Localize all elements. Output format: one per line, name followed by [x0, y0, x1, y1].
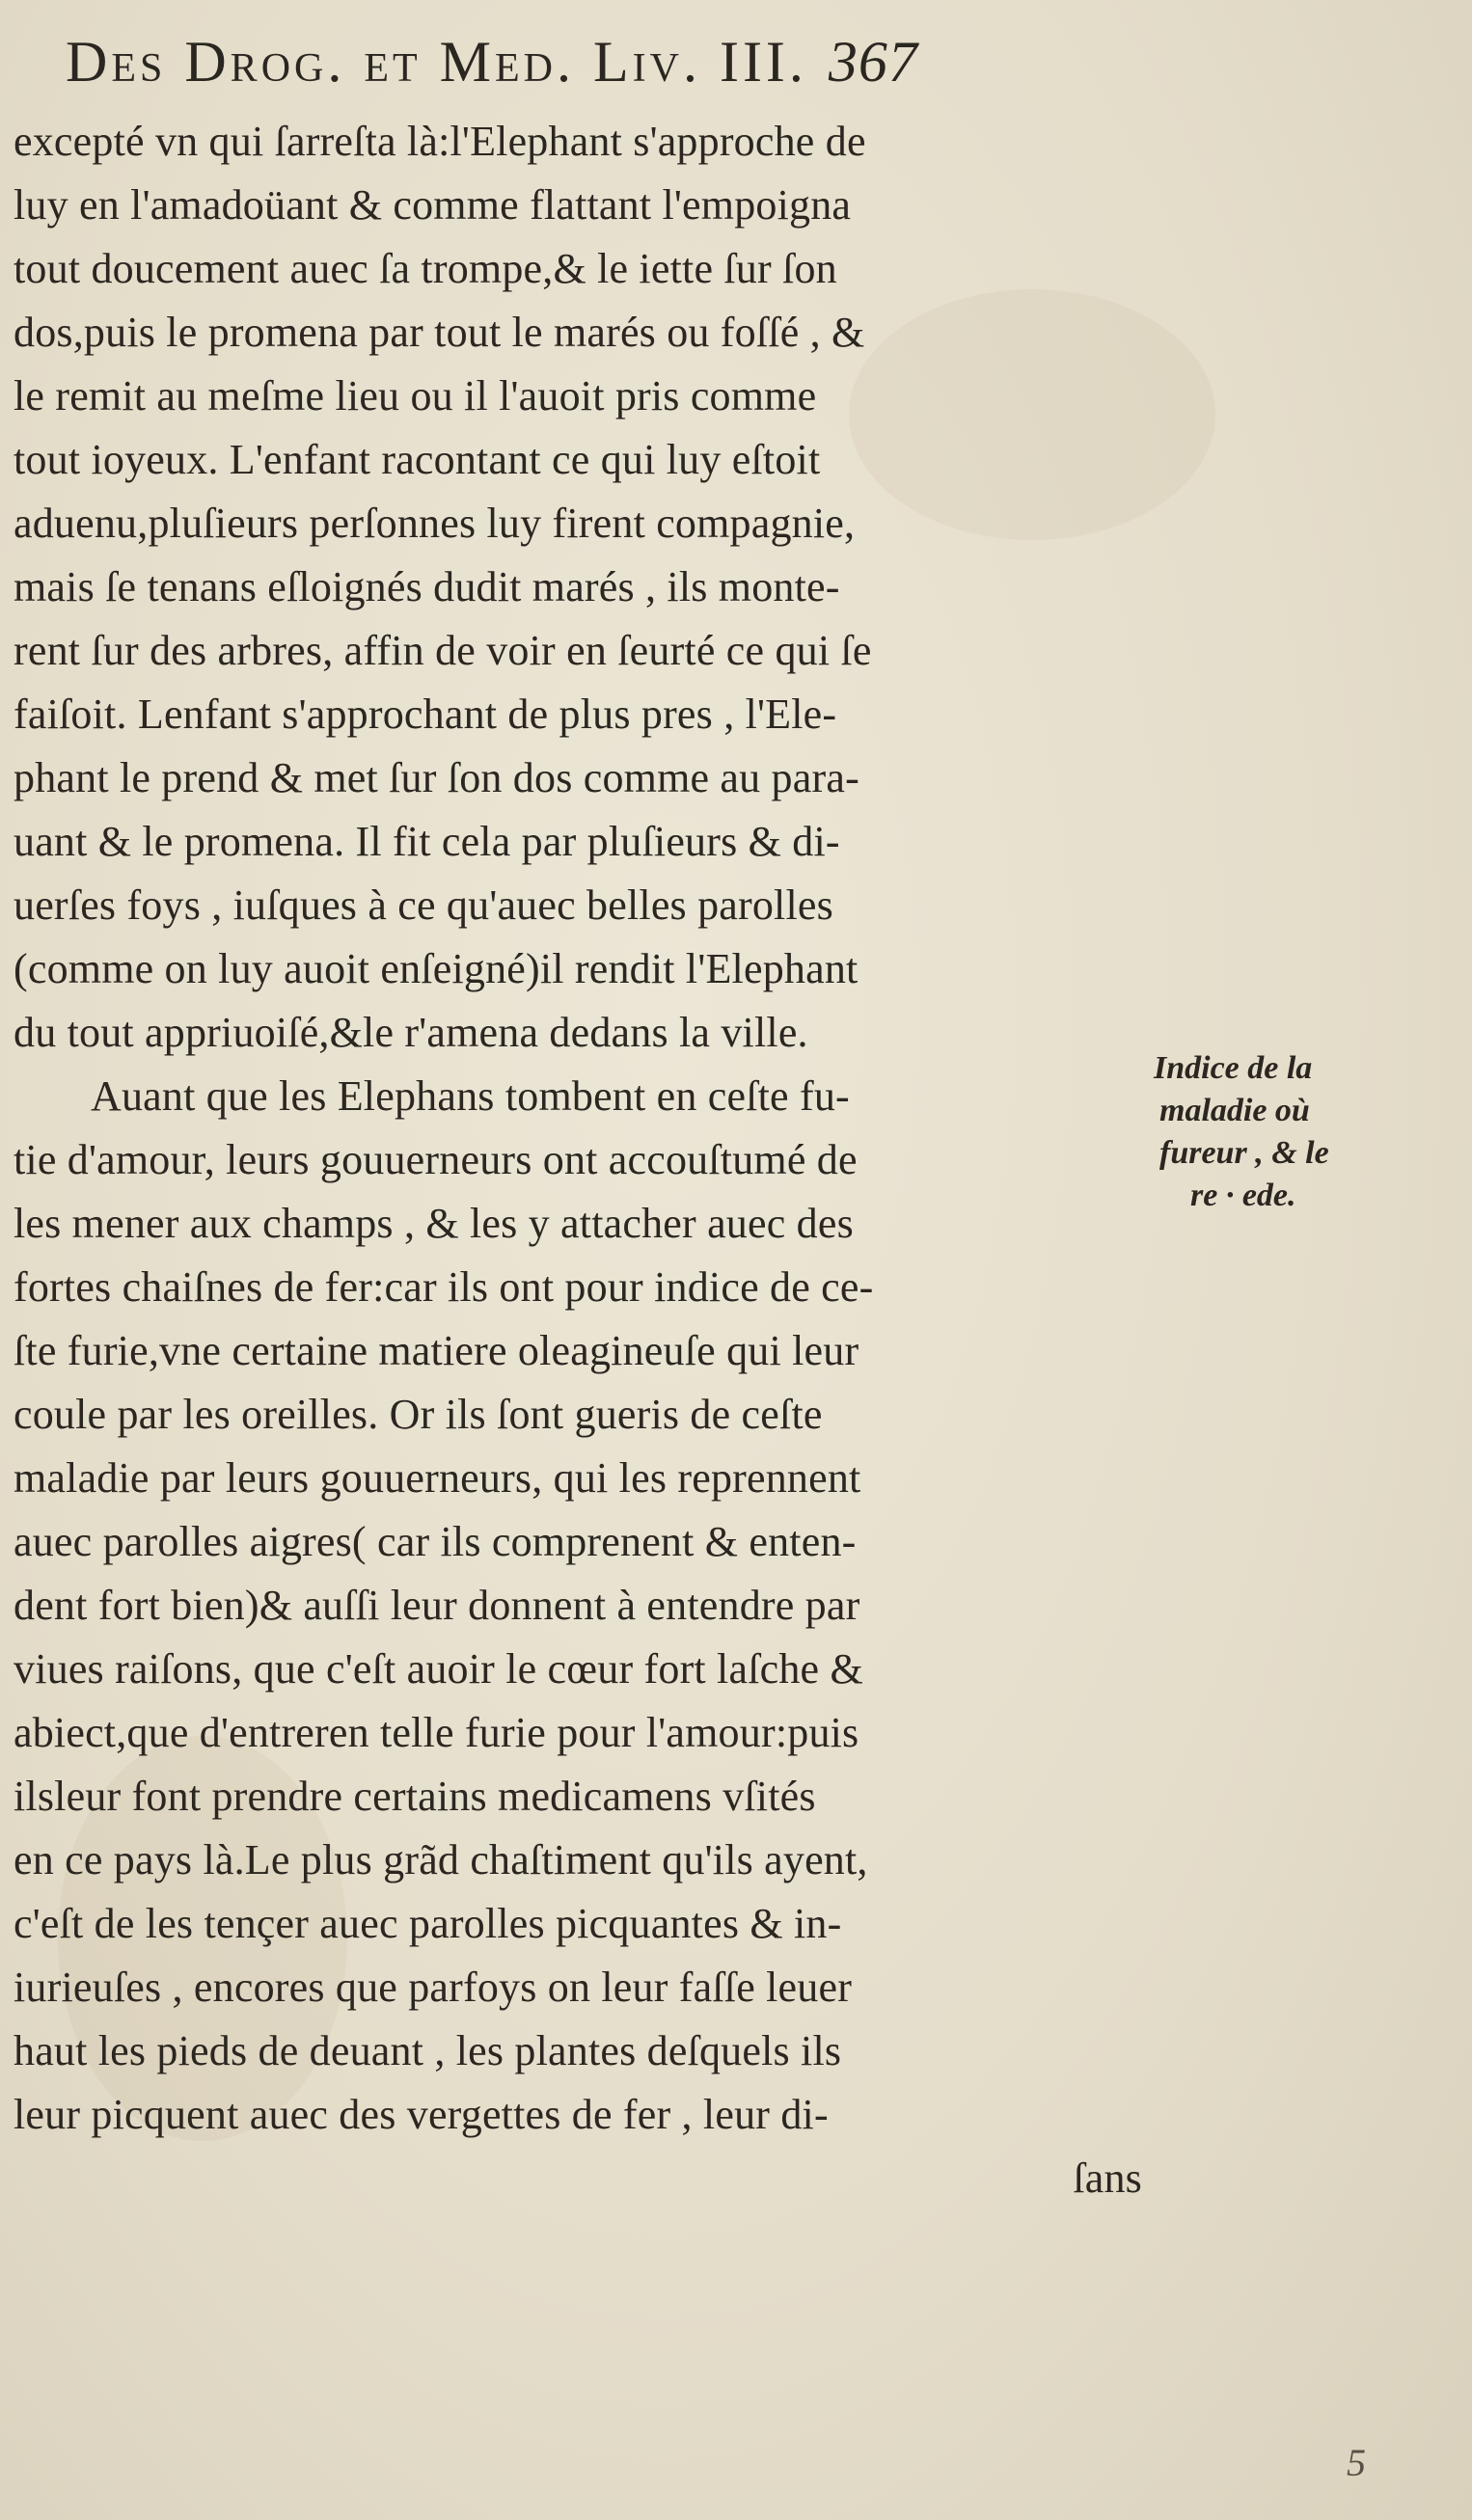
- text-line: le remit au meſme lieu ou il l'auoit pris comme: [14, 372, 817, 420]
- body-text: [14, 110, 1152, 2210]
- text-line: tie d'amour, leurs gouuerneurs ont accouſtumé de: [14, 1136, 858, 1183]
- text-line: tout ioyeux. L'enfant racontant ce qui luy eſtoit: [14, 436, 821, 483]
- text-line: fortes chaiſnes de fer:car ils ont pour indice de ce-: [14, 1263, 874, 1311]
- text-line: coule par les oreilles. Or ils ſont gueris de ceſte: [14, 1391, 823, 1438]
- text-line: auec parolles aigres( car ils comprenent & enten-: [14, 1518, 857, 1565]
- text-line: tout doucement auec ſa trompe,& le iette ſur ſon: [14, 245, 837, 292]
- text-line: faiſoit. Lenfant s'approchant de plus pres , l'Ele-: [14, 691, 837, 738]
- text-line: c'eſt de les tençer auec parolles picquantes & in-: [14, 1900, 842, 1947]
- text-line: ſte furie,vne certaine matiere oleagineuſe qui leur: [14, 1327, 859, 1374]
- marginal-note: [1154, 1047, 1376, 1217]
- running-header: [66, 29, 1127, 95]
- text-line: excepté vn qui ſarreſta là:l'Elephant s'approche de: [14, 118, 866, 165]
- text-line: aduenu,pluſieurs perſonnes luy firent compagnie,: [14, 500, 856, 547]
- text-line: phant le prend & met ſur ſon dos comme au para-: [14, 754, 859, 801]
- text-line: mais ſe tenans eſloignés dudit marés , ils monte-: [14, 563, 840, 610]
- text-line: iurieuſes , encores que parfoys on leur faſſe leuer: [14, 1964, 853, 2011]
- marginal-note-line: Indice de la: [1154, 1050, 1313, 1086]
- text-line: ilsleur font prendre certains medicamens vſités: [14, 1773, 816, 1820]
- text-line: en ce pays là.Le plus grãd chaſtiment qu'ils ayent,: [14, 1836, 868, 1883]
- text-line: haut les pieds de deuant , les plantes deſquels ils: [14, 2027, 842, 2074]
- paragraph-start-line: Auant que les Elephans tombent en ceſte fu-: [91, 1072, 850, 1120]
- marginal-note-line: fureur , & le: [1159, 1135, 1329, 1171]
- marginal-note-line: re · ede.: [1190, 1178, 1296, 1213]
- page-number: 367: [828, 30, 918, 94]
- running-title: Des Drog. et Med. Liv. III.: [66, 30, 807, 94]
- text-line: leur picquent auec des vergettes de fer , leur di-: [14, 2091, 829, 2138]
- text-line: dos,puis le promena par tout le marés ou foſſé , &: [14, 309, 865, 356]
- catchword: ſans: [1073, 2154, 1142, 2202]
- text-line: (comme on luy auoit enſeigné)il rendit l'Elephant: [14, 945, 859, 992]
- corner-mark: 5: [1347, 2441, 1366, 2484]
- text-line: du tout appriuoiſé,&le r'amena dedans la ville.: [14, 1009, 808, 1056]
- text-line: maladie par leurs gouuerneurs, qui les reprennent: [14, 1454, 861, 1502]
- text-line: dent fort bien)& auſſi leur donnent à entendre par: [14, 1582, 860, 1629]
- text-line: les mener aux champs , & les y attacher auec des: [14, 1200, 854, 1247]
- marginal-note-line: maladie où: [1159, 1093, 1310, 1128]
- text-line: uant & le promena. Il fit cela par pluſieurs & di-: [14, 818, 840, 865]
- text-line: luy en l'amadoüant & comme flattant l'empoigna: [14, 181, 852, 229]
- text-line: rent ſur des arbres, affin de voir en ſeurté ce qui ſe: [14, 627, 872, 674]
- text-line: abiect,que d'entreren telle furie pour l'amour:puis: [14, 1709, 859, 1756]
- text-line: viues raiſons, que c'eſt auoir le cœur fort laſche &: [14, 1645, 863, 1693]
- text-line: uerſes foys , iuſques à ce qu'auec belles parolles: [14, 881, 833, 929]
